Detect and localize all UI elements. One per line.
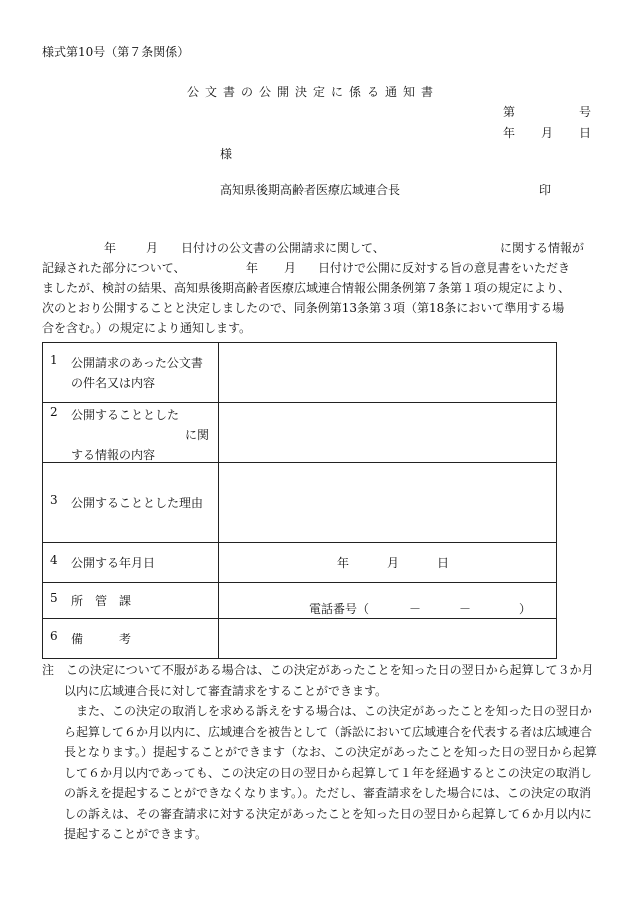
body-l2-month: 月 — [284, 261, 297, 275]
phone-label: 電話番号（ — [309, 602, 370, 616]
row6-number: 6 — [50, 629, 58, 643]
body-l1-year: 年 — [104, 241, 117, 255]
row3-number: 3 — [50, 493, 58, 507]
row4-month-label: 月 — [387, 556, 400, 570]
row1-value-cell — [219, 343, 557, 403]
table-row — [43, 583, 557, 619]
row4-label: 公開する年月日 — [71, 556, 156, 570]
note-paragraph-1: 注 この決定について不服がある場合は、この決定があったことを知った日の翌日から起算して３か月以内に広域連合長に対して審査請求をすることができます。 — [42, 663, 594, 698]
row6-label-cell — [43, 619, 219, 659]
row4-number: 4 — [50, 553, 58, 567]
row5-number: 5 — [50, 591, 58, 605]
row1-label-line2: の件名又は内容 — [71, 376, 156, 390]
row1-number: 1 — [50, 353, 58, 367]
sender-name: 高知県後期高齢者医療広域連合長 — [220, 183, 401, 197]
row6-label: 備 考 — [71, 632, 132, 646]
table-row — [43, 403, 557, 463]
row5-label-cell — [43, 583, 219, 619]
row1-label-line1: 公開請求のあった公文書 — [71, 356, 203, 370]
row3-value-cell — [219, 463, 557, 543]
body-l2-start: 記録された部分について、 — [42, 261, 186, 275]
notes-section — [42, 660, 602, 845]
row2-number: 2 — [50, 405, 58, 419]
table-row — [43, 619, 557, 659]
date-month-label: 月 — [541, 126, 554, 140]
row4-year-label: 年 — [337, 556, 350, 570]
row2-label-line1: 公開することとした — [71, 408, 180, 422]
body-l5: 合を含む。）の規定により通知します。 — [42, 321, 252, 335]
recipient-honorific: 様 — [220, 147, 233, 161]
row5-label: 所 管 課 — [71, 594, 132, 608]
row3-label: 公開することとした理由 — [71, 496, 204, 510]
body-l1-text: 日付けの公文書の公開請求に関して、 — [181, 241, 385, 255]
table-row — [43, 463, 557, 543]
row4-value-cell — [219, 543, 557, 583]
body-l2-year: 年 — [246, 261, 259, 275]
row4-day-label: 日 — [437, 556, 450, 570]
disclosure-table — [42, 342, 557, 659]
document-title: 公文書の公開決定に係る通知書 — [187, 85, 440, 99]
phone-dash-2: － — [459, 602, 472, 616]
date-day-label: 日 — [579, 126, 592, 140]
row4-label-cell — [43, 543, 219, 583]
doc-number-suffix: 号 — [579, 105, 592, 119]
body-l3: ましたが、検討の結果、高知県後期高齢者医療広域連合情報公開条例第７条第１項の規定により、 — [42, 281, 571, 295]
seal-mark: 印 — [539, 183, 552, 197]
row2-label-line2: に関 — [185, 428, 210, 442]
row1-label-cell — [43, 343, 219, 403]
row6-value-cell — [219, 619, 557, 659]
row2-value-cell — [219, 403, 557, 463]
body-l1-month: 月 — [146, 241, 159, 255]
row3-label-cell — [43, 463, 219, 543]
body-l1-suffix: に関する情報が — [500, 241, 585, 255]
phone-close: ） — [519, 602, 532, 616]
row2-label-cell — [43, 403, 219, 463]
note-paragraph-2: また、この決定の取消しを求める訴えをする場合は、この決定があったことを知った日の翌日から起算して６か月以内に、広域連合を被告として（訴訟において広域連合を代表する者は広域連合長となります。）提起することができます（なお、この決定があったことを知った日の翌日から起算して６か月以内であっても、この決定の日の翌日から起算して１年を経過するとこの決定の取消しの訴えを提起することができなくなります。）。ただし、審査請求をした場合には、この決定の取消しの訴えは、その審査請求に対する決定があったことを知った日の翌日から起算して６か月以内に提起することができます。 — [64, 704, 597, 841]
doc-number-prefix: 第 — [503, 105, 516, 119]
body-l4: 次のとおり公開することと決定しましたので、同条例第13条第３項（第18条において準用する場 — [42, 301, 565, 315]
form-id: 様式第10号（第７条関係） — [42, 45, 190, 59]
phone-dash-1: － — [409, 602, 422, 616]
row2-label-line3: する情報の内容 — [71, 448, 156, 462]
row5-value-cell — [219, 583, 557, 619]
body-l2-text: 日付けで公開に反対する旨の意見書をいただき — [318, 261, 571, 275]
table-row — [43, 343, 557, 403]
table-row — [43, 543, 557, 583]
date-year-label: 年 — [503, 126, 516, 140]
